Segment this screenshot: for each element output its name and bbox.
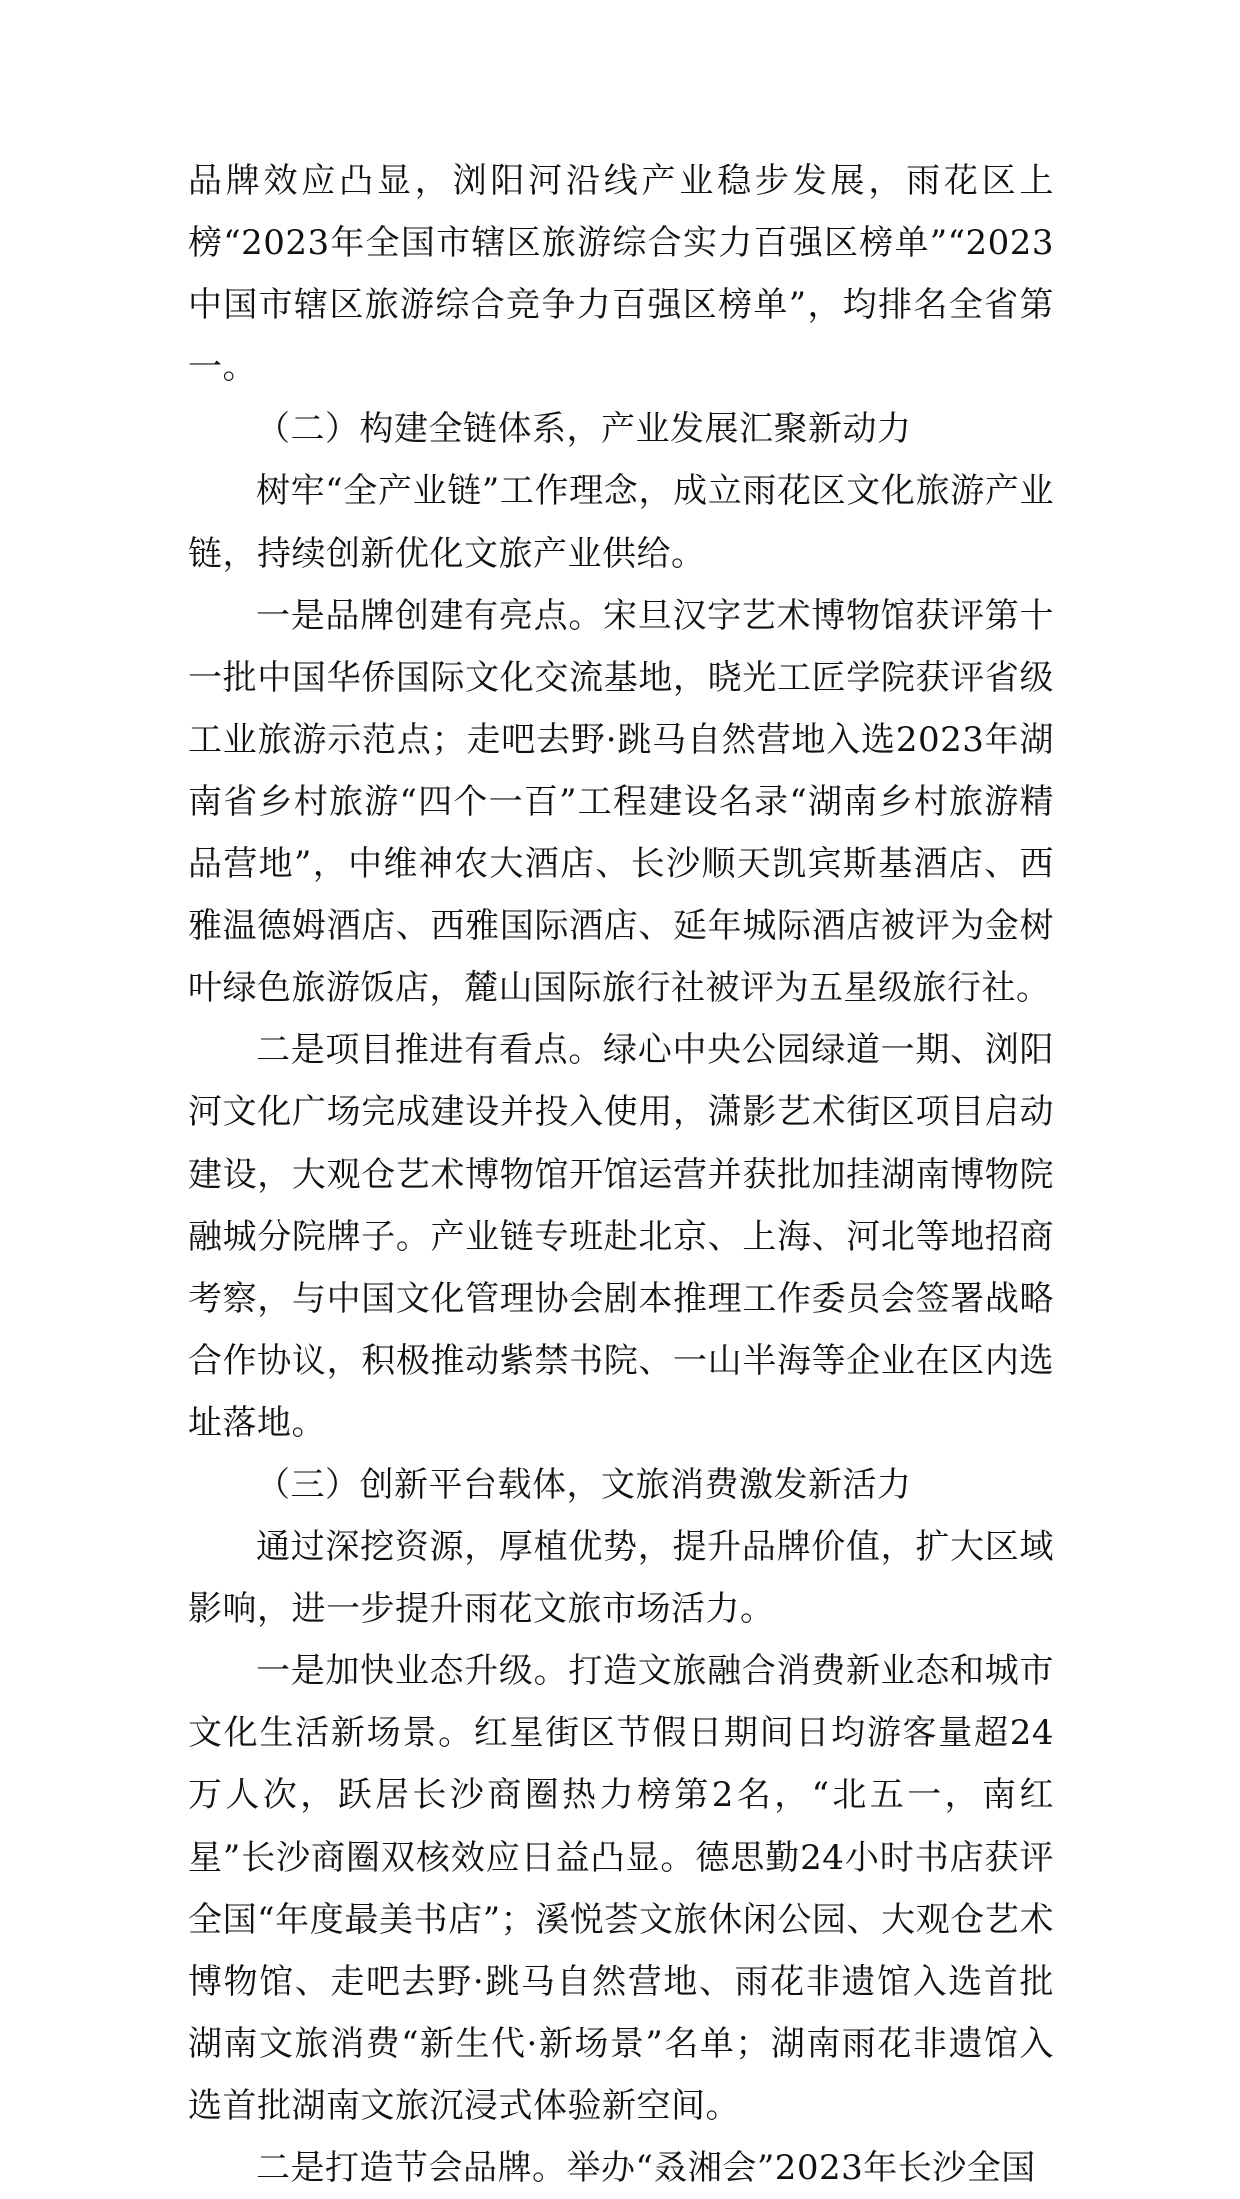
body-paragraph: 树牢“全产业链”工作理念，成立雨花区文化旅游产业链，持续创新优化文旅产业供给。 (188, 471, 1054, 574)
body-paragraph: 一是品牌创建有亮点。宋旦汉字艺术博物馆获评第十一批中国华侨国际文化交流基地，晓光工匠学院获评省级工业旅游示范点；走吧去野·跳马自然营地入选2023年湖南省乡村旅游“四个一百”工程建设名录“湖南乡村旅游精品营地”，中维神农大酒店、长沙顺天凯宾斯基酒店、西雅温德姆酒店、西雅国际酒店、延年城际酒店被评为金树叶绿色旅游饭店，麓山国际旅行社被评为五星级旅行社。 (188, 595, 1054, 1009)
body-paragraph: 通过深挖资源，厚植优势，提升品牌价值，扩大区域影响，进一步提升雨花文旅市场活力。 (188, 1527, 1054, 1630)
body-paragraph: 二是打造节会品牌。举办“叒湘会”2023年长沙全国 (256, 2148, 1036, 2188)
body-paragraph: 二是项目推进有看点。绿心中央公园绿道一期、浏阳河文化广场完成建设并投入使用，潇影艺术街区项目启动建设，大观仓艺术博物馆开馆运营并获批加挂湖南博物院融城分院牌子。产业链专班赴北京、上海、河北等地招商考察，与中国文化管理协会剧本推理工作委员会签署战略合作协议，积极推动紫禁书院、一山半海等企业在区内选址落地。 (188, 1030, 1054, 1443)
body-paragraph: 一是加快业态升级。打造文旅融合消费新业态和城市文化生活新场景。红星街区节假日期间日均游客量超24万人次，跃居长沙商圈热力榜第2名，“北五一，南红星”长沙商圈双核效应日益凸显。德思勤24小时书店获评全国“年度最美书店”；溪悦荟文旅休闲公园、大观仓艺术博物馆、走吧去野·跳马自然营地、雨花非遗馆入选首批湖南文旅消费“新生代·新场景”名单；湖南雨花非遗馆入选首批湖南文旅沉浸式体验新空间。 (188, 1651, 1054, 2126)
section-heading-3: （三）创新平台载体，文旅消费激发新活力 (256, 1464, 912, 1505)
document-page (188, 150, 1054, 2199)
body-paragraph-continuation: 品牌效应凸显，浏阳河沿线产业稳步发展，雨花区上榜“2023年全国市辖区旅游综合实力百强区榜单”“2023中国市辖区旅游综合竞争力百强区榜单”，均排名全省第一。 (188, 161, 1054, 388)
section-heading-2: （二）构建全链体系，产业发展汇聚新动力 (256, 409, 912, 450)
